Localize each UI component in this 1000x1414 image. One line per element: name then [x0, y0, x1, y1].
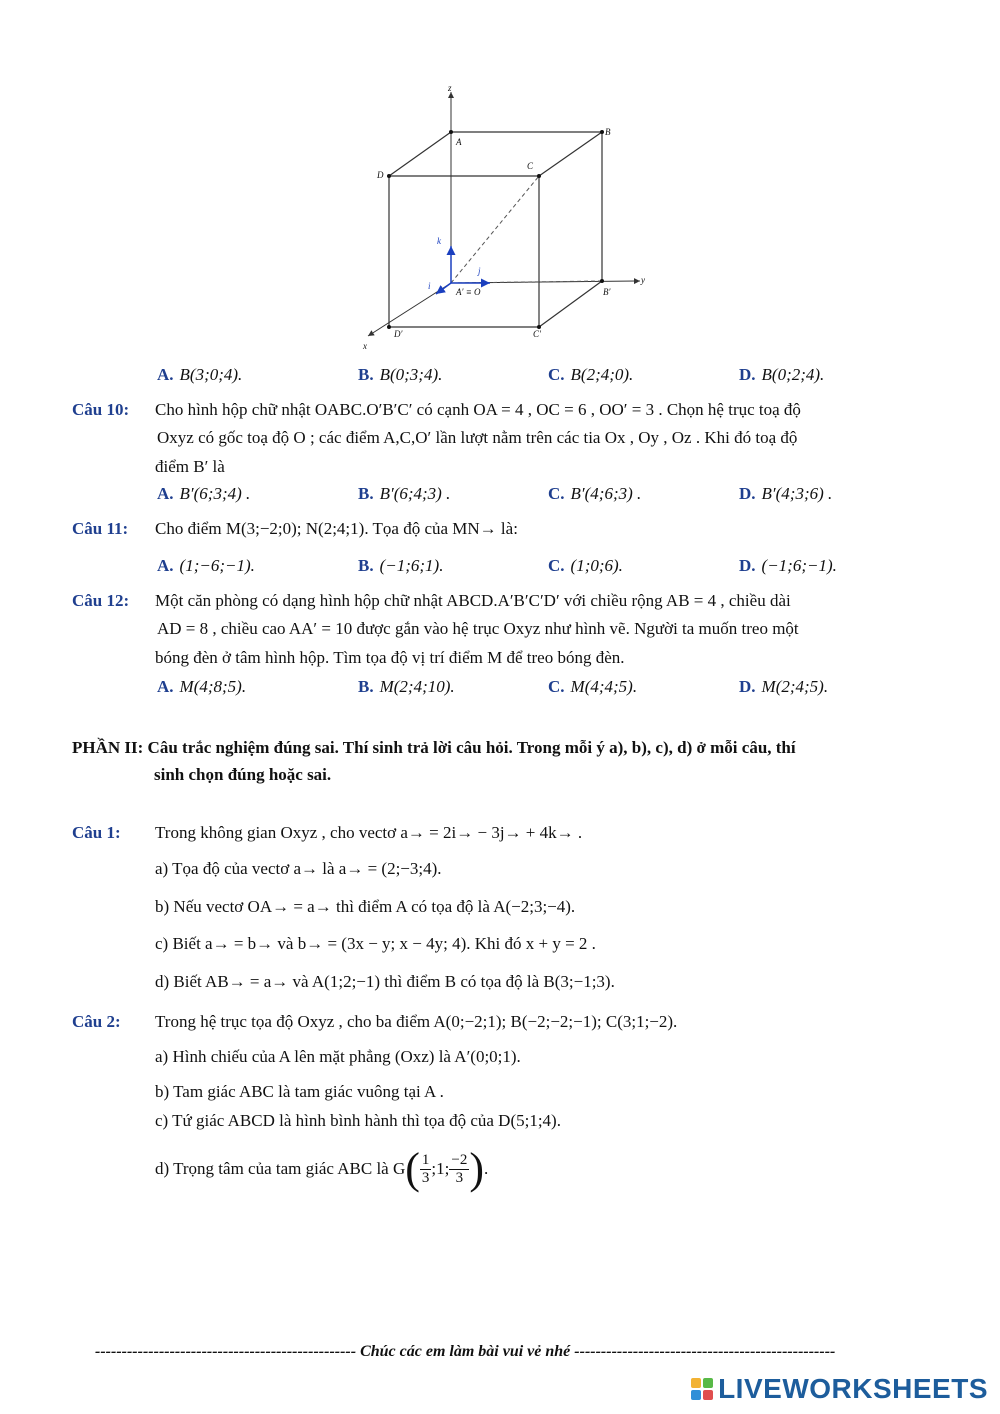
part2-heading-line1: PHẦN II: Câu trắc nghiệm đúng sai. Thí sinh trả lời câu hỏi. Trong mỗi ý a), b), c), d) ở mỗi câu, thí — [72, 738, 796, 757]
p2q1-statement-b[interactable]: b) Nếu vectơ OA→ = a→ thì điểm A có tọa độ là A(−2;3;−4). — [155, 897, 576, 916]
q11-option-c[interactable]: C. (1;0;6). — [548, 556, 623, 575]
label-y: y — [641, 275, 645, 285]
logo-text: LIVEWORKSHEETS — [718, 1373, 988, 1404]
p2q2-statement-b[interactable]: b) Tam giác ABC là tam giác vuông tại A . — [155, 1082, 444, 1101]
logo-icon — [691, 1378, 713, 1400]
q11-line1: Cho điểm M(3;−2;0); N(2;4;1). Tọa độ của MN→ là: — [155, 519, 518, 538]
q10-option-a[interactable]: A. B′(6;3;4) . — [157, 484, 251, 503]
label-D: D — [377, 170, 384, 180]
label-origin: A′ ≡ O — [456, 287, 481, 297]
point-C — [537, 174, 541, 178]
p2q1-statement-c[interactable]: c) Biết a→ = b→ và b→ = (3x − y; x − 4y; 4). Khi đó x + y = 2 . — [155, 934, 596, 953]
p2q2-label: Câu 2: — [72, 1012, 121, 1031]
fraction-minus2-3: $\frac{-2}{3}$ — [451, 1151, 468, 1186]
p2q2-statement-a[interactable]: a) Hình chiếu của A lên mặt phẳng (Oxz) là A′(0;0;1). — [155, 1047, 521, 1066]
q12-line2: AD = 8 , chiều cao AA′ = 10 được gắn vào hệ trục Oxyz như hình vẽ. Người ta muốn treo một — [157, 619, 799, 638]
q11-label: Câu 11: — [72, 519, 129, 538]
vector-i — [436, 283, 451, 294]
q10-line2: Oxyz có gốc toạ độ O ; các điểm A,C,O′ lần lượt nằm trên các tia Ox , Oy , Oz . Khi đó toạ độ — [157, 428, 798, 447]
footer-message: ------------------------------------------------- Chúc các em làm bài vui vẻ nhé ------------------------------------------------- — [95, 1343, 836, 1360]
edge-DA — [389, 132, 451, 176]
label-Dp: D′ — [394, 329, 403, 339]
q12-label: Câu 12: — [72, 591, 130, 610]
liveworksheets-logo[interactable] — [691, 1372, 988, 1406]
q10-option-d[interactable]: D. B′(4;3;6) . — [739, 484, 833, 503]
diagonal-OC — [451, 176, 539, 283]
p2q1-stem: Trong không gian Oxyz , cho vectơ a→ = 2i→ − 3j→ + 4k→ . — [155, 823, 583, 842]
cube-figure — [355, 78, 655, 353]
label-C: C — [527, 161, 534, 171]
q10-option-b[interactable]: B. B′(6;4;3) . — [358, 484, 451, 503]
point-A — [449, 130, 453, 134]
part2-heading-line2: sinh chọn đúng hoặc sai. — [154, 765, 332, 784]
p2q2-statement-d[interactable] — [155, 1144, 489, 1193]
q9-option-c[interactable]: C. B(2;4;0). — [548, 365, 634, 384]
label-A: A — [456, 137, 462, 147]
q11-option-b[interactable]: B. (−1;6;1). — [358, 556, 444, 575]
q12-option-a[interactable]: A. M(4;8;5). — [157, 677, 247, 696]
point-Dp — [387, 325, 391, 329]
q12-line3: bóng đèn ở tâm hình hộp. Tìm tọa độ vị trí điểm M để treo bóng đèn. — [155, 648, 625, 667]
fraction-1-3: $\frac{1}{3}$ — [421, 1151, 430, 1186]
front-face — [389, 176, 539, 327]
label-z: z — [448, 83, 452, 93]
q11-option-a[interactable]: A. (1;−6;−1). — [157, 556, 255, 575]
q12-option-d[interactable]: D. M(2;4;5). — [739, 677, 829, 696]
q10-label: Câu 10: — [72, 400, 130, 419]
p2q2-d-end: . — [484, 1159, 489, 1178]
label-Bp: B′ — [603, 287, 611, 297]
p2q1-label: Câu 1: — [72, 823, 121, 842]
q10-option-c[interactable]: C. B′(4;6;3) . — [548, 484, 642, 503]
label-i: i — [428, 281, 431, 291]
paren-open: ( — [405, 1144, 420, 1193]
x-axis — [368, 283, 451, 336]
p2q2-d-prefix: d) Trọng tâm của tam giác ABC là G — [155, 1159, 406, 1178]
p2q2-d-mid: ;1; — [431, 1159, 450, 1178]
label-x: x — [363, 341, 367, 351]
q9-option-b[interactable]: B. B(0;3;4). — [358, 365, 443, 384]
label-Cp: C′ — [533, 329, 541, 339]
q10-line3: điểm B′ là — [155, 457, 225, 476]
p2q1-statement-d[interactable]: d) Biết AB→ = a→ và A(1;2;−1) thì điểm B có tọa độ là B(3;−1;3). — [155, 972, 615, 991]
p2q1-statement-a[interactable]: a) Tọa độ của vectơ a→ là a→ = (2;−3;4). — [155, 859, 442, 878]
p2q2-statement-c[interactable]: c) Tứ giác ABCD là hình bình hành thì tọa độ của D(5;1;4). — [155, 1111, 561, 1130]
q10-line1: Cho hình hộp chữ nhật OABC.O′B′C′ có cạnh OA = 4 , OC = 6 , OO′ = 3 . Chọn hệ trục toạ độ — [155, 400, 801, 419]
label-j: j — [478, 266, 481, 276]
paren-close: ) — [469, 1144, 484, 1193]
label-B: B — [605, 127, 611, 137]
label-k: k — [437, 236, 441, 246]
point-B — [600, 130, 604, 134]
point-D — [387, 174, 391, 178]
point-Bp — [600, 279, 604, 283]
q12-option-c[interactable]: C. M(4;4;5). — [548, 677, 638, 696]
q12-option-b[interactable]: B. M(2;4;10). — [358, 677, 455, 696]
q9-option-a[interactable]: A. B(3;0;4). — [157, 365, 243, 384]
p2q2-stem: Trong hệ trục tọa độ Oxyz , cho ba điểm A(0;−2;1); B(−2;−2;−1); C(3;1;−2). — [155, 1012, 678, 1031]
q11-option-d[interactable]: D. (−1;6;−1). — [739, 556, 837, 575]
q12-line1: Một căn phòng có dạng hình hộp chữ nhật ABCD.A′B′C′D′ với chiều rộng AB = 4 , chiều dài — [155, 591, 791, 610]
edge-CB — [539, 132, 602, 176]
q9-option-d[interactable]: D. B(0;2;4). — [739, 365, 825, 384]
edge-CpBp — [539, 281, 602, 327]
